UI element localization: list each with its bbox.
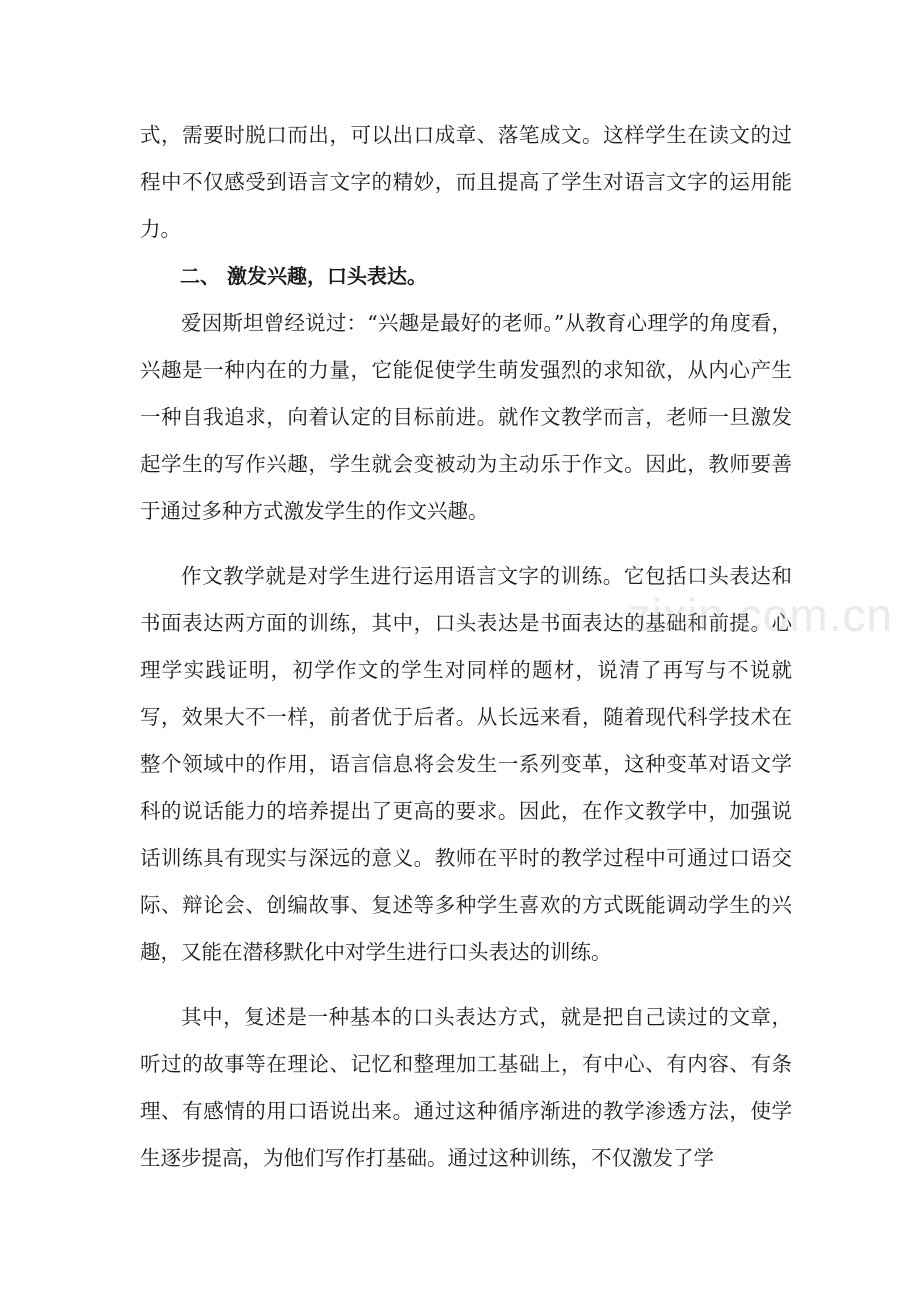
document-body — [140, 112, 792, 1182]
paragraph-oral-training: 作文教学就是对学生进行运用语言文字的训练。它包括口头表达和书面表达两方面的训练，其中，口头表达是书面表达的基础和前提。心理学实践证明，初学作文的学生对同样的题材，说清了再写与不说就写，效果大不一样，前者优于后者。从长远来看，随着现代科学技术在整个领域中的作用，语言信息将会发生一系列变革，这种变革对语文学科的说话能力的培养提出了更高的要求。因此，在作文教学中，加强说话训练具有现实与深远的意义。教师在平时的教学过程中可通过口语交际、辩论会、创编故事、复述等多种学生喜欢的方式既能调动学生的兴趣，又能在潜移默化中对学生进行口头表达的训练。 — [140, 564, 792, 964]
paragraph-spacer — [140, 976, 792, 994]
paragraph-continuation: 式，需要时脱口而出，可以出口成章、落笔成文。这样学生在读文的过程中不仅感受到语言文字的精妙，而且提高了学生对语言文字的运用能力。 — [140, 123, 792, 241]
paragraph-interest: 爱因斯坦曾经说过：“兴趣是最好的老师。”从教育心理学的角度看，兴趣是一种内在的力量，它能促使学生萌发强烈的求知欲，从内心产生一种自我追求，向着认定的目标前进。就作文教学而言，老师一旦激发起学生的写作兴趣，学生就会变被动为主动乐于作文。因此，教师要善于通过多种方式激发学生的作文兴趣。 — [140, 311, 792, 523]
section-heading: 二、 激发兴趣，口头表达。 — [180, 264, 427, 288]
paragraph-spacer — [140, 535, 792, 553]
paragraph-retelling: 其中，复述是一种基本的口头表达方式，就是把自己读过的文章，听过的故事等在理论、记忆和整理加工基础上，有中心、有内容、有条理、有感情的用口语说出来。通过这种循序渐进的教学渗透方法，使学生逐步提高，为他们写作打基础。通过这种训练，不仅激发了学 — [140, 1005, 792, 1170]
watermark-text: zixin.com.cn — [628, 589, 894, 641]
